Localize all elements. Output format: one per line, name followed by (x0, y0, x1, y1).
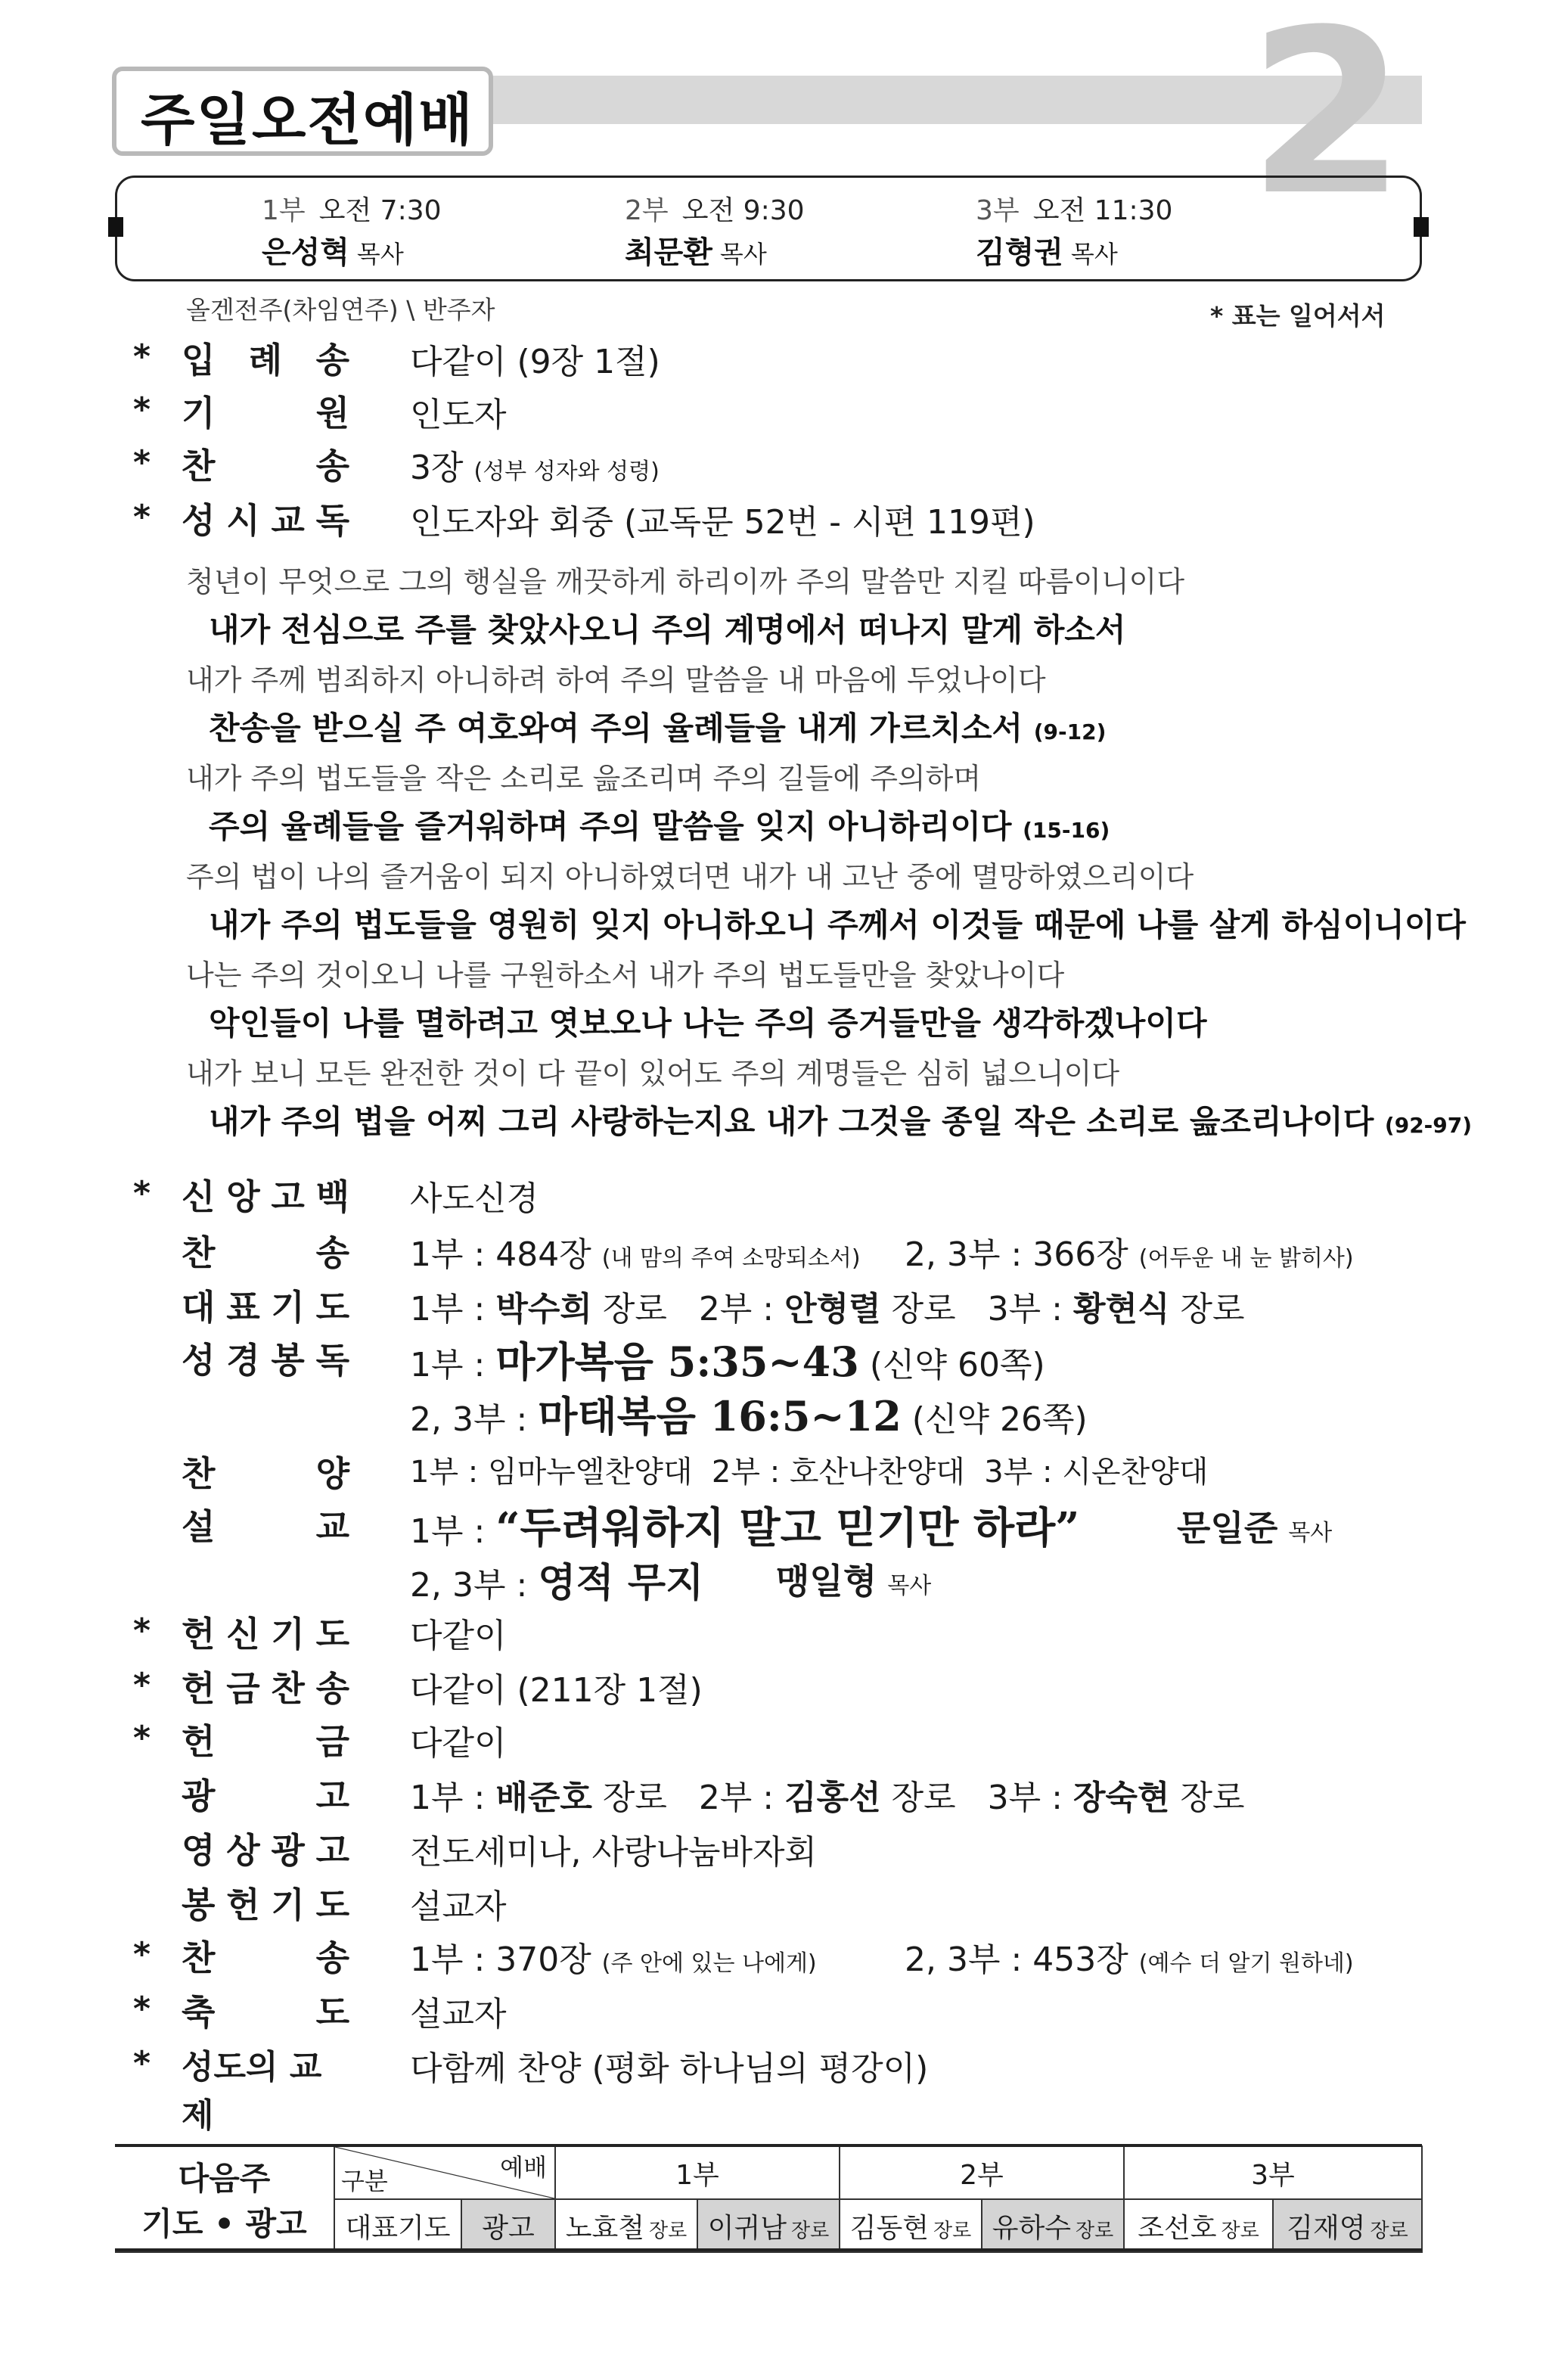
prayer-1: 노효철 장로 (555, 2199, 697, 2252)
service-1-pastor: 은성혁 목사 (262, 235, 404, 270)
reading-people-line: 악인들이 나를 멸하려고 엿보오나 나는 주의 증거들만을 생각하겠나이다 (209, 1005, 1207, 1042)
order-label: 성 시 교 독 (182, 500, 349, 541)
order-label: 입 례 송 (182, 340, 349, 381)
reading-people-line: 찬송을 받으실 주 여호와여 주의 율례들을 내게 가르치소서 (9-12) (209, 710, 1107, 747)
order-item-announcements: 광 고 1부 : 배준호 장로 2부 : 김홍선 장로 3부 : 장숙현 장로 (0, 1769, 1549, 1817)
order-item-scripture-reading: 성 경 봉 독 1부 : 마가복음 5:35~43 (신약 60쪽) (0, 1333, 1549, 1381)
order-item-fellowship: * 성도의 교제 다함께 찬양 (평화 하나님의 평강이) (0, 2040, 1549, 2088)
reading-leader-line: 내가 주께 범죄하지 아니하려 하여 주의 말씀을 내 마음에 두었나이다 (186, 663, 1046, 697)
box-marker-left (108, 217, 123, 237)
order-item-offertory-prayer: 봉 헌 기 도 설교자 (0, 1878, 1549, 1926)
order-item-dedication-prayer: * 헌 신 기 도 다같이 (0, 1607, 1549, 1655)
order-item-representative-prayer: 대 표 기 도 1부 : 박수희 장로 2부 : 안형렬 장로 3부 : 황현식 장로 (0, 1280, 1549, 1328)
reading-leader-line: 주의 법이 나의 즐거움이 되지 아니하였더면 내가 내 고난 중에 멸망하였으리이다 (186, 860, 1194, 893)
ads-2: 유하수 장로 (982, 2199, 1124, 2252)
order-label: 영 상 광 고 (182, 1830, 349, 1871)
order-item-choir: 찬 양 1부 : 임마누엘찬양대 2부 : 호산나찬양대 3부 : 시온찬양대 (0, 1446, 1549, 1495)
service-1-time: 1부 오전 7:30 (262, 195, 442, 226)
reading-people-line: 내가 전심으로 주를 찾았사오니 주의 계명에서 떠나지 말게 하소서 (209, 611, 1126, 648)
header-type-service-cell: 구분 예배 (334, 2146, 555, 2199)
order-item-benediction: * 축 도 설교자 (0, 1985, 1549, 2034)
order-item-hymn-1: * 찬 송 3장 (성부 성자와 성령) (0, 439, 1549, 487)
order-label: 광 고 (182, 1776, 349, 1816)
reading-people-line: 주의 율례들을 즐거워하며 주의 말씀을 잊지 아니하리이다 (15-16) (209, 808, 1110, 845)
ads-3: 김재영 장로 (1273, 2199, 1422, 2252)
next-week-title: 다음주 기도 • 광고 (115, 2146, 334, 2252)
order-label: 찬 송 (182, 1937, 349, 1978)
service-3-time: 3부 오전 11:30 (976, 195, 1173, 226)
table-bottom-rule (115, 2248, 1422, 2251)
reading-people-line: 내가 주의 법도들을 영원히 잊지 아니하오니 주께서 이것들 때문에 나를 살게 하심이니이다 (209, 906, 1467, 943)
col-service-1: 1부 (555, 2146, 840, 2199)
order-item-responsive-reading: * 성 시 교 독 인도자와 회중 (교독문 52번 - 시편 119편) (0, 493, 1549, 542)
next-week-table (115, 2145, 1422, 2253)
reading-leader-line: 내가 보니 모든 완전한 것이 다 끝이 있어도 주의 계명들은 심히 넓으니이다 (186, 1057, 1120, 1090)
order-item-hymn-2: 찬 송 1부 : 484장 (내 맘의 주여 소망되소서) 2, 3부 : 366장 (어두운 내 눈 밝히사) (0, 1226, 1549, 1274)
stand-note: * 표는 일어서서 (1210, 301, 1386, 331)
order-label: 헌 금 찬 송 (182, 1668, 349, 1709)
row-label-ads: 광고 (461, 2199, 555, 2252)
row-label-prayer: 대표기도 (334, 2199, 461, 2252)
order-label: 신 앙 고 백 (182, 1176, 349, 1217)
prayer-3: 조선호 장로 (1124, 2199, 1273, 2252)
order-item-sermon: 설 교 1부 : “두려워하지 말고 믿기만 하라” 문일준 목사 (0, 1499, 1549, 1548)
order-label: 찬 양 (182, 1453, 349, 1494)
order-label: 기 원 (182, 393, 349, 433)
reading-people-line: 내가 주의 법을 어찌 그리 사랑하는지요 내가 그것을 종일 작은 소리로 읊조리나이다 (92-97) (209, 1103, 1473, 1140)
ads-1: 이귀남 장로 (697, 2199, 840, 2252)
order-label: 찬 송 (182, 1232, 349, 1273)
order-item-scripture-reading-2: 2, 3부 : 마태복음 16:5~12 (신약 26쪽) (410, 1392, 1088, 1440)
order-label: 설 교 (182, 1506, 349, 1547)
table-top-rule (115, 2144, 1422, 2147)
order-label: 성 경 봉 독 (182, 1340, 349, 1381)
reading-leader-line: 나는 주의 것이오니 나를 구원하소서 내가 주의 법도들만을 찾았나이다 (186, 959, 1065, 992)
order-item-hymn-3: * 찬 송 1부 : 370장 (주 안에 있는 나에게) 2, 3부 : 453장 (예수 더 알기 원하네) (0, 1931, 1549, 1979)
order-item-entrance-hymn: * 입 례 송 다같이 (9장 1절) (0, 333, 1549, 381)
order-label: 헌 신 기 도 (182, 1614, 349, 1655)
reading-leader-line: 청년이 무엇으로 그의 행실을 깨끗하게 하리이까 주의 말씀만 지킬 따름이니이다 (186, 565, 1185, 598)
order-item-invocation: * 기 원 인도자 (0, 386, 1549, 434)
order-label: 축 도 (182, 1992, 349, 2033)
order-label: 대 표 기 도 (182, 1287, 349, 1328)
order-item-video-announcements: 영 상 광 고 전도세미나, 사랑나눔바자회 (0, 1823, 1549, 1872)
order-item-offering-hymn: * 헌 금 찬 송 다같이 (211장 1절) (0, 1661, 1549, 1710)
order-label: 헌 금 (182, 1721, 349, 1762)
order-item-creed: * 신 앙 고 백 사도신경 (0, 1170, 1549, 1218)
reading-leader-line: 내가 주의 법도들을 작은 소리로 읊조리며 주의 길들에 주의하며 (186, 762, 982, 795)
box-marker-right (1414, 217, 1429, 237)
page-title: 주일오전예배 (141, 88, 474, 153)
service-2-pastor: 최문환 목사 (625, 235, 767, 270)
order-item-sermon-2: 2, 3부 : 영적 무지 맹일형 목사 (410, 1560, 932, 1606)
order-label: 봉 헌 기 도 (182, 1884, 349, 1925)
col-service-2: 2부 (840, 2146, 1124, 2199)
service-2-time: 2부 오전 9:30 (625, 195, 805, 226)
service-3-pastor: 김형권 목사 (976, 235, 1118, 270)
page-number: 2 (1248, 0, 1406, 245)
order-item-offering: * 헌 금 다같이 (0, 1714, 1549, 1763)
col-service-3: 3부 (1124, 2146, 1422, 2199)
order-label: 찬 송 (182, 446, 349, 486)
prayer-2: 김동현 장로 (840, 2199, 982, 2252)
order-label: 성도의 교제 (182, 2048, 322, 2135)
organ-prelude: 올겐전주(차임연주) \ 반주자 (186, 295, 495, 325)
